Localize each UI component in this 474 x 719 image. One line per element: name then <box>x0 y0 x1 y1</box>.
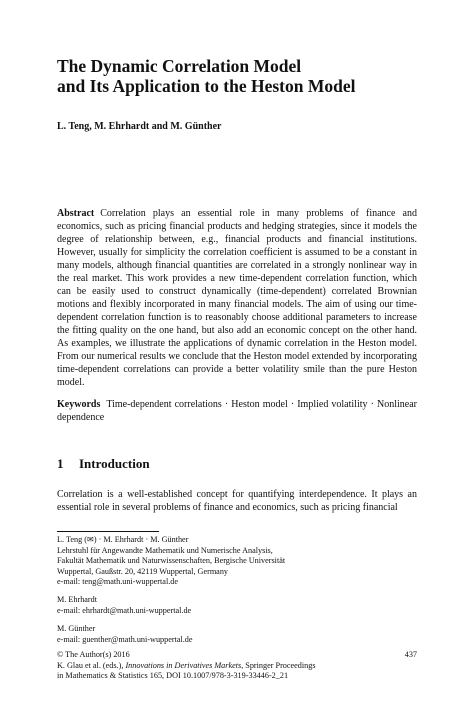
footnote-divider <box>57 531 159 532</box>
citation-line-1 <box>57 661 417 672</box>
affiliation-1 <box>57 535 417 588</box>
abstract-text: Correlation plays an essential role in many problems of finance and economics, such as pricing financial products and hedging strategies, since it models the degree of relationship between, e.g., financial products and financial institutions. However, usually for simplicity the correlation coefficient is assumed to be a constant in many models, although financial quantities are correlated in a strongly nonlinear way in the real market. This work provides a new time-dependent correlation function, which can be easily used to construct dynamically (time-dependent) correlated Brownian motions and flexibly incorporated in many financial models. The aim of using our time-dependent correlation function is to reasonably choose additional parameters to increase the fitting quality on the one hand, but also add an economic concept on the other hand. As examples, we illustrate the applications of dynamic correlation in the Heston model. From our numerical results we conclude that the Heston model extended by incorporating time-dependent correlations can provide a better volatility smile than the pure Heston model. <box>57 208 417 388</box>
email-ehrhardt: e-mail: ehrhardt@math.uni-wuppertal.de <box>57 605 192 615</box>
section-heading <box>57 456 150 472</box>
affiliation-3 <box>57 624 417 645</box>
affiliation-line: L. Teng (✉) · M. Ehrhardt · M. Günther <box>57 535 189 544</box>
section-title: Introduction <box>79 456 150 471</box>
affiliation-line: M. Günther <box>57 624 96 633</box>
affiliation-line: Lehrstuhl für Angewandte Mathematik und Numerische Analysis, <box>57 545 273 555</box>
keywords-label: Keywords <box>57 399 101 410</box>
page-footer <box>57 650 417 682</box>
abstract-label: Abstract <box>57 208 95 219</box>
paper-title <box>57 56 437 96</box>
citation-suffix: , Springer Proceedings <box>241 660 316 670</box>
intro-paragraph: Correlation is a well-established concept for quantifying interdependence. It plays an essential role in several problems of finance and economics, such as pricing financial <box>57 489 417 513</box>
affiliation-line: Wuppertal, Gaußstr. 20, 42119 Wuppertal, Germany <box>57 566 229 576</box>
authors: L. Teng, M. Ehrhardt and M. Günther <box>57 121 222 132</box>
affiliation-line: M. Ehrhardt <box>57 595 98 604</box>
affiliation-2 <box>57 595 417 616</box>
abstract <box>57 207 417 389</box>
affiliation-line: Fakultät Mathematik und Naturwissenschaften, Bergische Universität <box>57 556 286 565</box>
citation-book-title: Innovations in Derivatives Markets <box>125 660 242 670</box>
email-guenther: e-mail: guenther@math.uni-wuppertal.de <box>57 634 193 644</box>
copyright: © The Author(s) 2016 <box>57 650 130 659</box>
email-teng: e-mail: teng@math.uni-wuppertal.de <box>57 577 178 586</box>
title-line-1: The Dynamic Correlation Model <box>57 56 302 76</box>
title-line-2: and Its Application to the Heston Model <box>57 76 356 96</box>
page-number: 437 <box>404 650 417 659</box>
keywords-text: Time-dependent correlations · Heston model · Implied volatility · Nonlinear dependence <box>57 399 417 423</box>
section-number: 1 <box>57 456 64 471</box>
keywords <box>57 398 417 424</box>
citation-line-2: in Mathematics & Statistics 165, DOI 10.1007/978-3-319-33446-2_21 <box>57 671 289 680</box>
citation-prefix: K. Glau et al. (eds.), <box>57 660 126 670</box>
